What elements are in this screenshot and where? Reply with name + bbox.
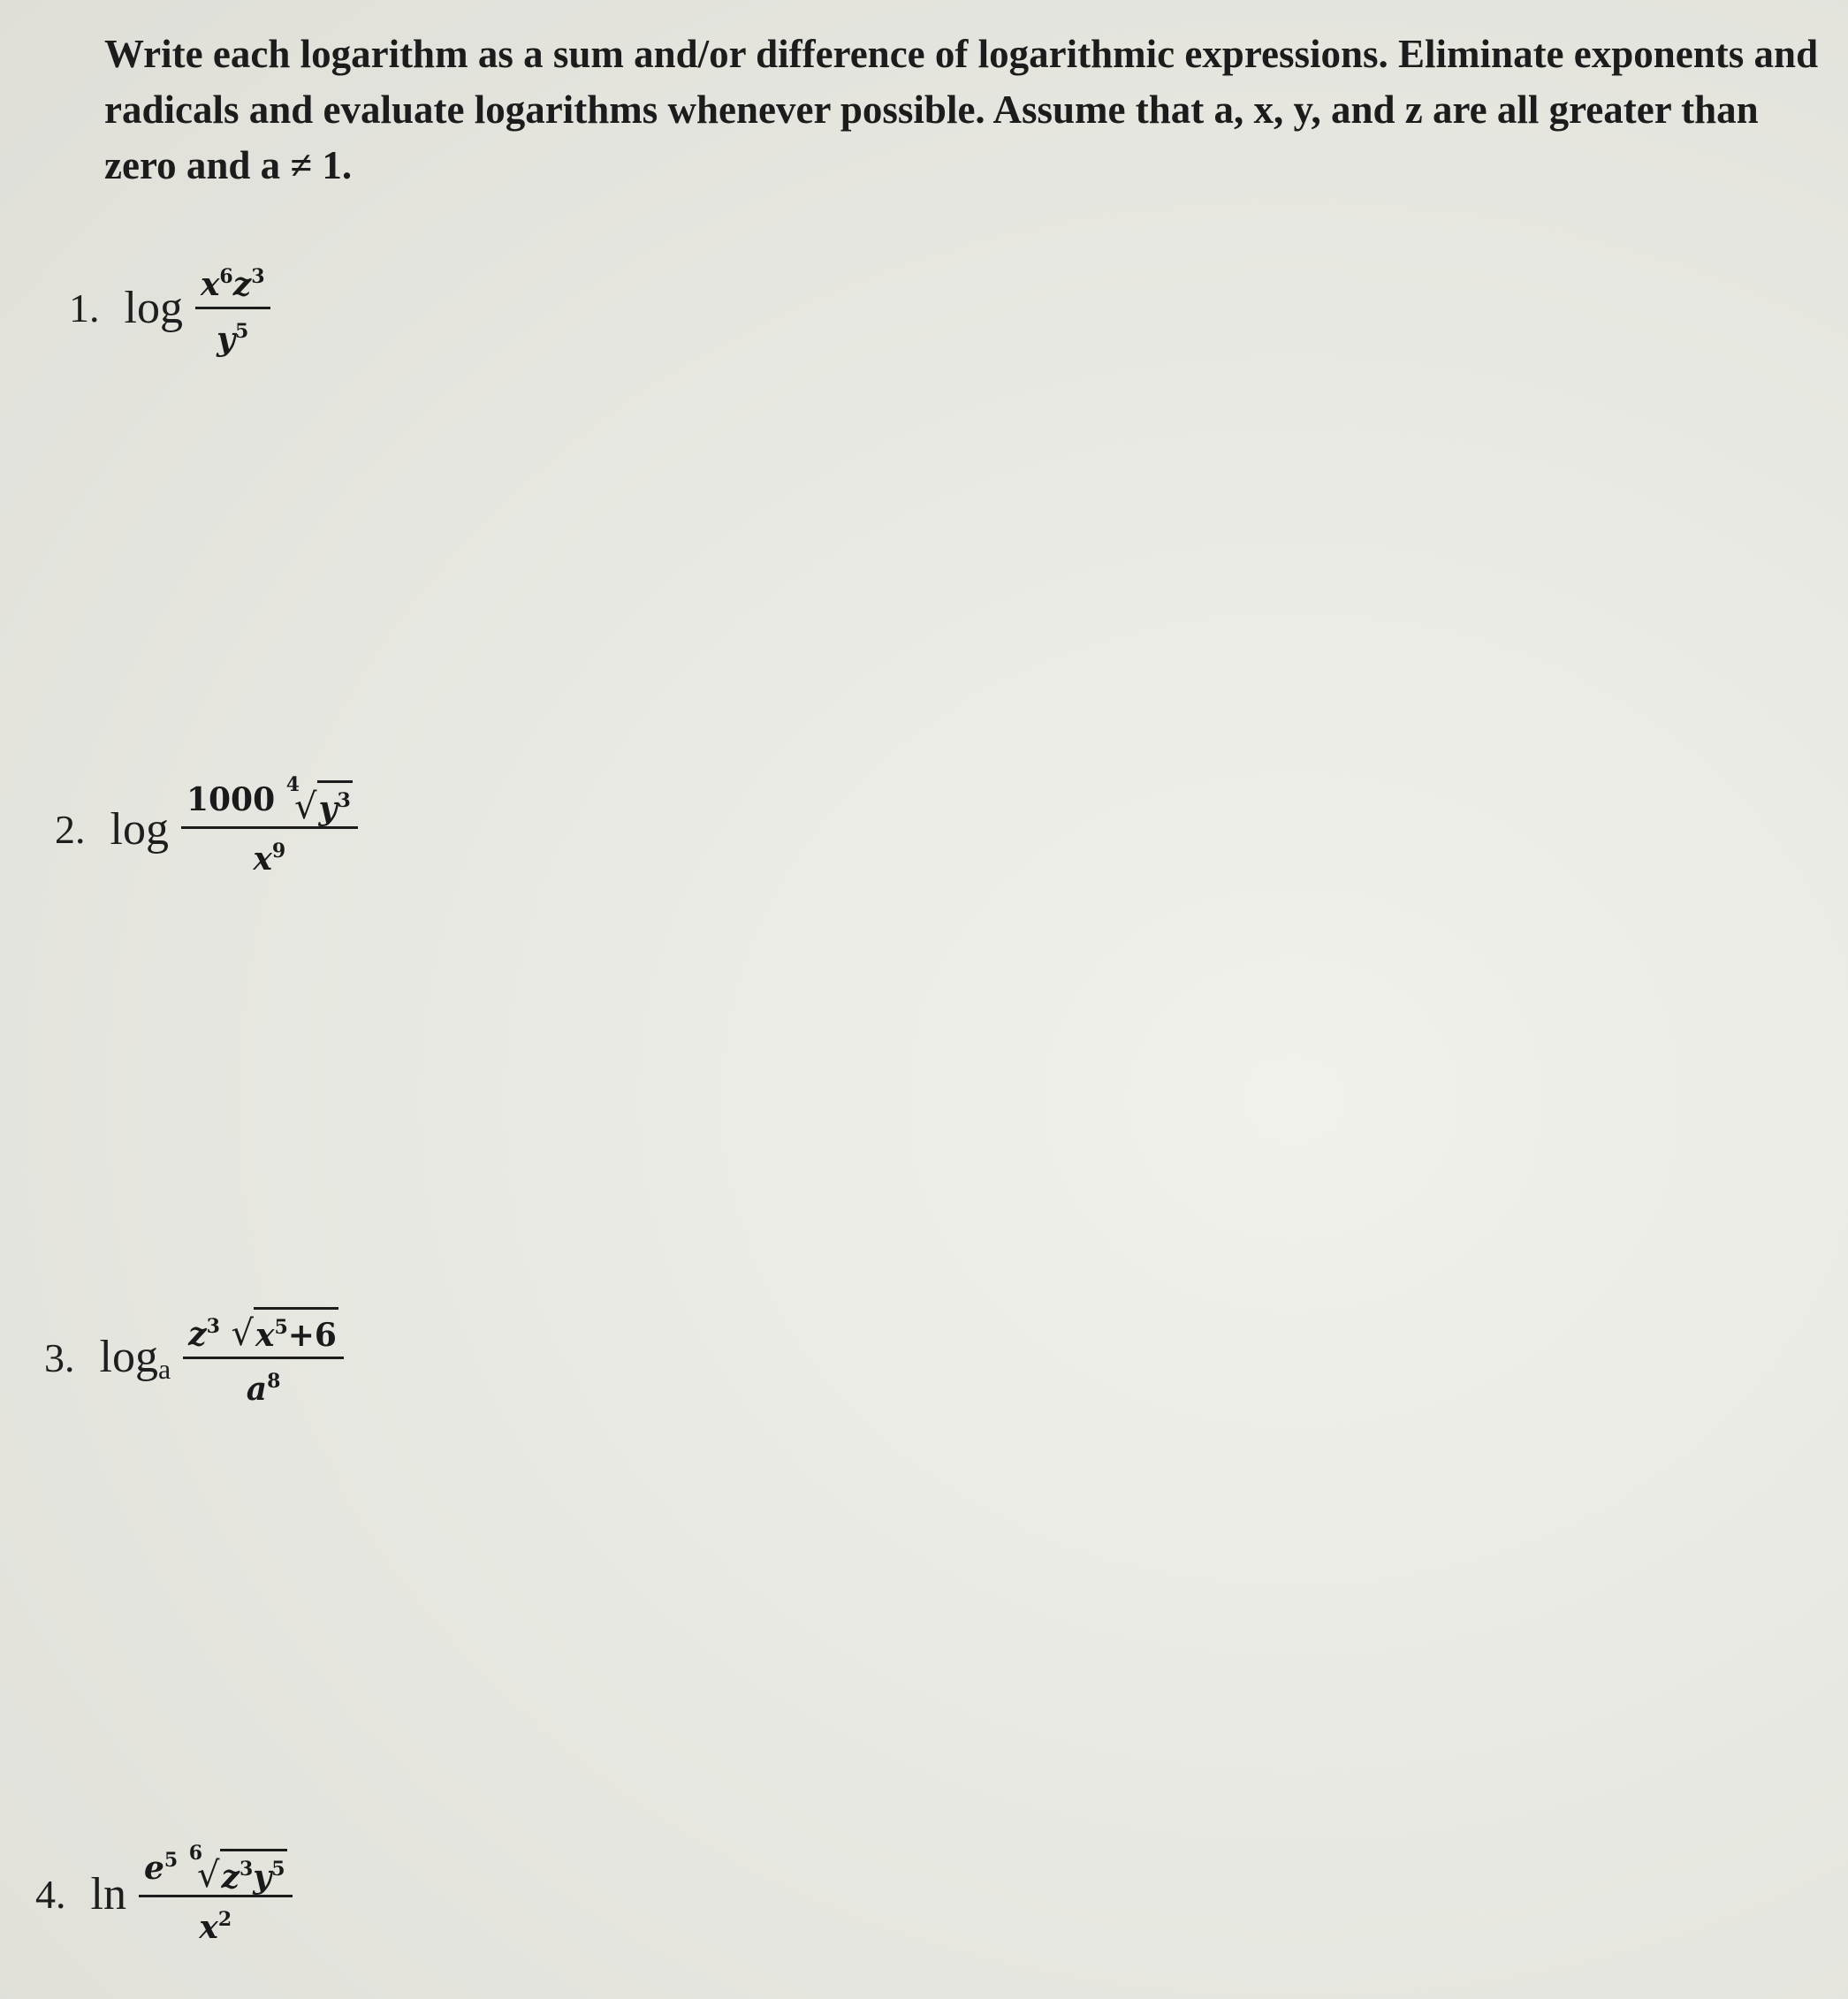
var-y: y xyxy=(217,321,236,358)
exponent: 5 xyxy=(271,1858,285,1881)
numerator xyxy=(195,255,270,309)
problem-4 xyxy=(35,1838,293,1950)
denominator xyxy=(241,1359,286,1411)
problem-3 xyxy=(44,1304,344,1411)
log-function: log xyxy=(110,804,169,855)
var-x: x xyxy=(253,840,272,878)
numerator xyxy=(139,1838,293,1897)
fraction xyxy=(195,255,270,361)
ln-function: ln xyxy=(90,1868,126,1919)
numerator xyxy=(183,1304,344,1359)
problem-1 xyxy=(69,255,270,361)
fourth-root xyxy=(285,773,353,827)
exponent: 5 xyxy=(274,1316,288,1339)
root-index: 6 xyxy=(188,1842,203,1865)
var-z: z xyxy=(232,266,252,303)
square-root xyxy=(231,1307,338,1353)
denominator xyxy=(247,829,291,881)
problem-number: 1. xyxy=(69,285,100,331)
coefficient: 1000 xyxy=(186,781,276,818)
problem-number: 3. xyxy=(44,1335,75,1380)
exponent: 5 xyxy=(164,1849,179,1872)
exponent: 3 xyxy=(206,1315,220,1338)
var-y: y xyxy=(253,1858,272,1896)
problem-number: 2. xyxy=(55,807,86,852)
radicand xyxy=(317,780,353,826)
fraction xyxy=(183,1304,344,1411)
denominator xyxy=(194,1897,237,1950)
var-x: x xyxy=(200,266,220,303)
var-z: z xyxy=(188,1316,207,1353)
exponent: 3 xyxy=(239,1858,254,1881)
exponent: 9 xyxy=(271,840,286,863)
problem-2 xyxy=(55,773,358,881)
exponent: 5 xyxy=(235,320,249,343)
var-x: x xyxy=(199,1909,218,1946)
var-z: z xyxy=(221,1858,240,1896)
fraction xyxy=(139,1838,293,1950)
radical-sign-icon: √ xyxy=(294,787,317,827)
constant-term: +6 xyxy=(287,1317,337,1354)
log-base: a xyxy=(157,1352,171,1385)
var-x: x xyxy=(255,1317,275,1354)
exponent: 6 xyxy=(219,265,233,288)
sixth-root xyxy=(188,1842,287,1896)
var-a: a xyxy=(246,1371,268,1408)
problem-number: 4. xyxy=(35,1871,66,1917)
root-index: 4 xyxy=(285,773,300,796)
numerator xyxy=(181,773,358,829)
log-function: log xyxy=(124,283,183,333)
log-function xyxy=(100,1331,171,1386)
instructions-text: Write each logarithm as a sum and/or difference of logarithmic expressions. Eliminate exponents and radicals and evaluate logarithms whenever possible. Assume that a, x, y, and z are all greater than zero and a ≠ 1. xyxy=(104,32,1819,187)
var-e: e xyxy=(143,1850,164,1887)
radicand xyxy=(254,1307,338,1353)
exponent: 3 xyxy=(337,789,351,812)
exponent: 3 xyxy=(251,265,265,288)
var-y: y xyxy=(318,790,338,827)
exponent: 2 xyxy=(217,1908,232,1931)
log-name: log xyxy=(99,1331,158,1382)
denominator xyxy=(211,309,254,361)
radical-sign-icon: √ xyxy=(197,1855,220,1896)
fraction xyxy=(181,773,358,881)
exponent: 8 xyxy=(267,1370,281,1393)
radical-sign-icon: √ xyxy=(231,1313,254,1354)
radicand xyxy=(220,1849,287,1895)
